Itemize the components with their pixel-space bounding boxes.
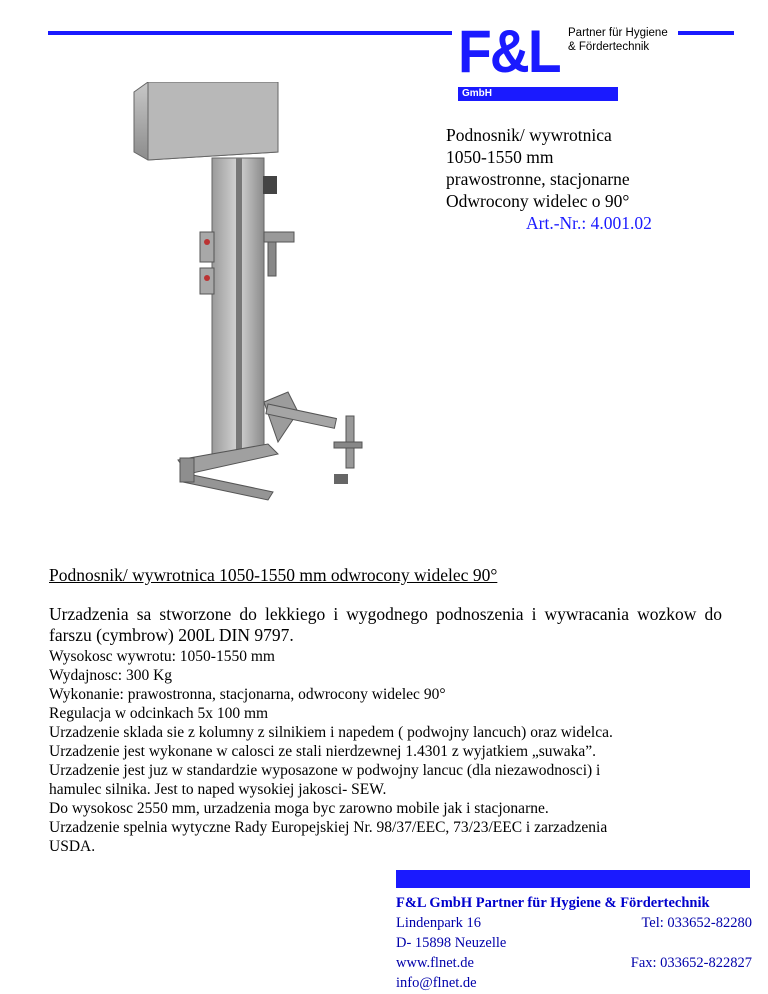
article-number: Art.-Nr.: 4.001.02	[526, 213, 652, 233]
spec-line: Urzadzenie jest wykonane w calosci ze stali nierdzewnej 1.4301 z wyjatkiem „suwaka”.	[49, 743, 597, 760]
product-title-line-3: prawostronne, stacjonarne	[446, 169, 630, 189]
intro-paragraph: Urzadzenia sa stworzone do lekkiego i wygodnego podnoszenia i wywracania wozkow do farszu (cymbrow) 200L DIN 9797.	[49, 604, 722, 645]
footer-email-link[interactable]: info@flnet.de	[396, 975, 477, 991]
product-image	[128, 82, 378, 502]
footer-fax: Fax: 033652-822827	[630, 955, 752, 971]
footer-tel: Tel: 033652-82280	[641, 915, 752, 931]
logo-bar	[458, 87, 618, 101]
product-title-block	[446, 124, 652, 234]
product-title-line-1: Podnosnik/ wywrotnica	[446, 125, 612, 145]
spec-line: Urzadzenie jest juz w standardzie wyposazone w podwojny lancuc (dla niezawodnosci) i	[49, 762, 601, 779]
logo-tagline-line-2: & Fördertechnik	[568, 41, 650, 53]
logo-letters: F&L	[458, 18, 560, 85]
logo-tagline	[568, 26, 668, 54]
spec-line: USDA.	[49, 838, 96, 855]
footer-bar	[396, 870, 750, 888]
footer-street: Lindenpark 16	[396, 915, 481, 931]
spec-line: Do wysokosc 2550 mm, urzadzenia moga byc zarowno mobile jak i stacjonarne.	[49, 800, 549, 817]
logo-subtitle: GmbH	[462, 88, 492, 99]
section-heading: Podnosnik/ wywrotnica 1050-1550 mm odwrocony widelec 90°	[49, 565, 498, 585]
footer-city: D- 15898 Neuzelle	[396, 935, 507, 951]
spec-line: Wysokosc wywrotu: 1050-1550 mm	[49, 648, 275, 665]
product-title-line-2: 1050-1550 mm	[446, 147, 554, 167]
spec-line: hamulec silnika. Jest to naped wysokiej jakosci- SEW.	[49, 781, 387, 798]
product-title-line-4: Odwrocony widelec o 90°	[446, 191, 630, 211]
spec-line: Wykonanie: prawostronna, stacjonarna, odwrocony widelec 90°	[49, 686, 446, 703]
footer-web-link[interactable]: www.flnet.de	[396, 955, 474, 971]
footer-contact	[396, 893, 752, 993]
spec-line: Urzadzenie sklada sie z kolumny z silnikiem i napedem ( podwojny lancuch) oraz widelca.	[49, 724, 613, 741]
header-rule-left	[48, 31, 452, 35]
header-rule-right	[678, 31, 734, 35]
spec-line: Urzadzenie spelnia wytyczne Rady Europejskiej Nr. 98/37/EEC, 73/23/EEC i zarzadzenia	[49, 819, 608, 836]
spec-line: Wydajnosc: 300 Kg	[49, 667, 173, 684]
company-logo	[458, 18, 668, 102]
spec-lines	[49, 647, 739, 856]
footer-company: F&L GmbH Partner für Hygiene & Fördertechnik	[396, 895, 710, 911]
logo-tagline-line-1: Partner für Hygiene	[568, 27, 668, 39]
spec-line: Regulacja w odcinkach 5x 100 mm	[49, 705, 269, 722]
